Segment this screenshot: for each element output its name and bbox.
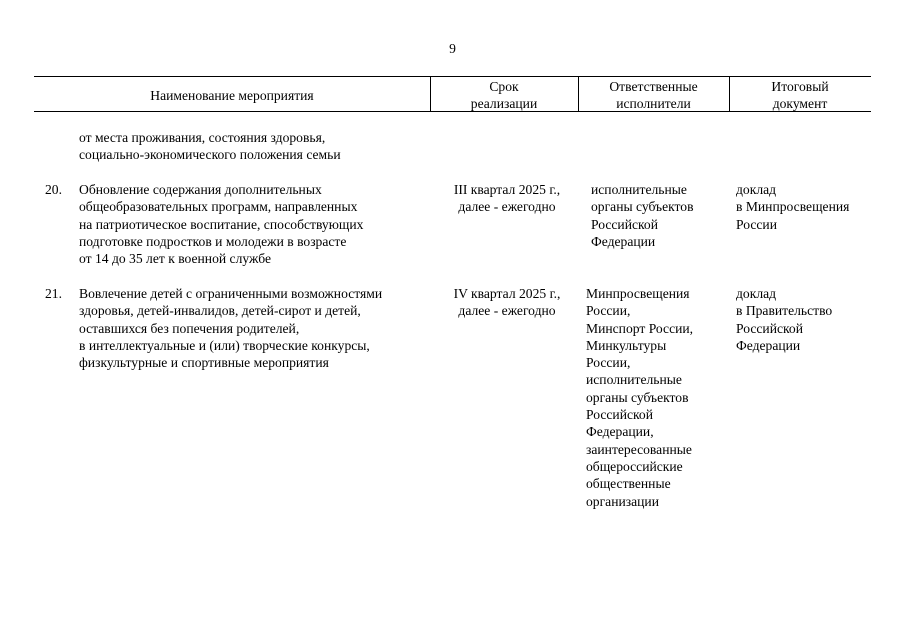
page-number: 9 [449,41,456,56]
row-name: Вовлечение детей с ограниченными возможностями здоровья, детей-инвалидов, детей-сирот и детей, оставшихся без попечения родителей, в интеллектуальные и (или) творческие конкурсы, физкультурные и спортивные мероприятия [79,286,383,371]
row-document: доклад в Правительство Российской Федерации [736,286,833,353]
row-responsible: исполнительные органы субъектов Российской Федерации [591,182,694,249]
header-document: Итоговый документ [771,79,829,111]
row-name: Обновление содержания дополнительных общеобразовательных программ, направленных на патриотическое воспитание, способствующих подготовке подростков и молодежи в возрасте от 14 до 35 лет к военной службе [79,182,364,267]
header-responsible: Ответственные исполнители [609,79,698,111]
header-term: Срок реализации [470,79,538,111]
row-responsible: Минпросвещения России, Минспорт России, Минкультуры России, исполнительные органы субъектов Российской Федерации, заинтересованные общероссийские общественные организации [586,286,694,509]
row-number: 20. [45,182,62,197]
continuation-name: от места проживания, состояния здоровья, социально-экономического положения семьи [79,130,341,163]
row-number: 21. [45,286,62,301]
table-top-rule [34,76,871,77]
header-name: Наименование мероприятия [150,88,314,103]
row-term: IV квартал 2025 г., далее - ежегодно [453,286,561,319]
row-document: доклад в Минпросвещения России [736,182,850,232]
row-term: III квартал 2025 г., далее - ежегодно [453,182,561,215]
